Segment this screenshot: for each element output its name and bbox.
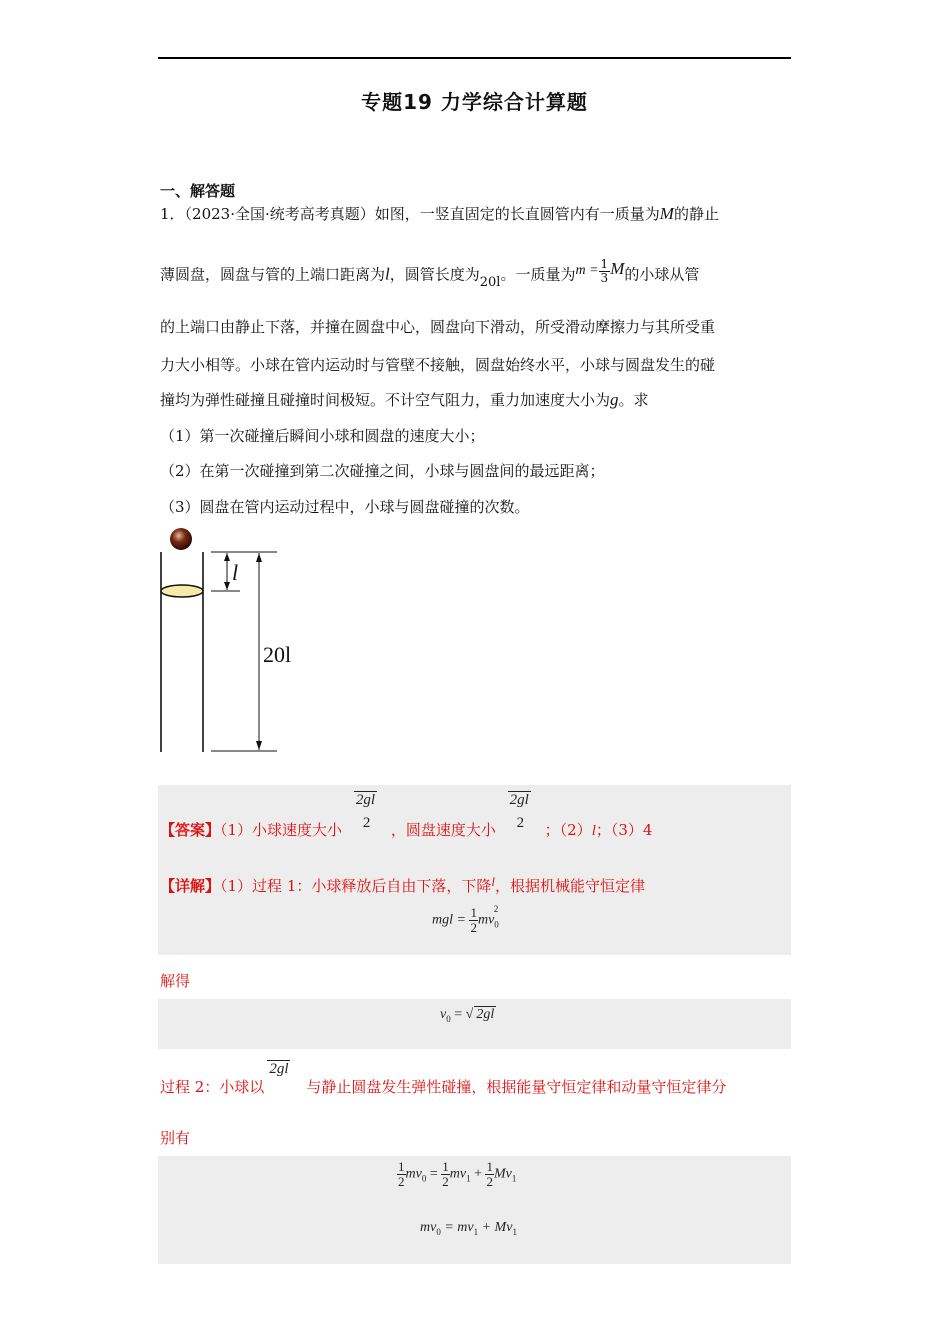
disk bbox=[161, 585, 203, 597]
detail-line-3: 别有 bbox=[160, 1129, 191, 1147]
equation-1: mgl = $\frac{1}{2}$ $mv_0^2$ bbox=[432, 904, 499, 935]
sub-question-1: （1）第一次碰撞后瞬间小球和圆盘的速度大小； bbox=[160, 427, 485, 445]
label-l: l bbox=[232, 560, 239, 585]
question-line-4: 力大小相等。小球在管内运动时与管壁不接触，圆盘始终水平，小球与圆盘发生的碰 bbox=[160, 356, 716, 374]
question-line-2: 薄圆盘，圆盘与管的上端口距离为l，圆管长度为20l。一质量为m = $\frac{1}{3}$ M的小球从管 bbox=[160, 257, 700, 290]
solve-label: 解得 bbox=[160, 972, 191, 990]
header-rule bbox=[158, 57, 791, 59]
section-heading: 一、解答题 bbox=[160, 182, 236, 200]
equation-2: $v_0$ = √ 2gl bbox=[440, 1007, 495, 1024]
equation-3: $\frac{1}{2}$ $mv_0$ = $\frac{1}{2}$ $mv_1$ + $\frac{1}{2}$ $Mv_1$ bbox=[398, 1159, 517, 1189]
question-line-5: 撞均为弹性碰撞且碰撞时间极短。不计空气阻力，重力加速度大小为g。求 bbox=[160, 390, 649, 409]
ball bbox=[170, 528, 192, 550]
sub-question-2: （2）在第一次碰撞到第二次碰撞之间，小球与圆盘间的最远距离； bbox=[160, 462, 605, 480]
sub-question-3: （3）圆盘在管内运动过程中，小球与圆盘碰撞的次数。 bbox=[160, 498, 530, 516]
question-line-3: 的上端口由静止下落，并撞在圆盘中心，圆盘向下滑动，所受滑动摩擦力与其所受重 bbox=[160, 318, 716, 336]
tube-diagram bbox=[150, 520, 310, 760]
equation-4: $mv_0 = mv_1 + Mv_1$ bbox=[420, 1220, 517, 1237]
question-line-1: 1．（2023·全国·统考高考真题）如图，一竖直固定的长直圆管内有一质量为M的静止 bbox=[160, 204, 719, 223]
page-title: 专题19 力学综合计算题 bbox=[361, 90, 588, 114]
detail-line-2: 过程 2：小球以 2gl 与静止圆盘发生弹性碰撞，根据能量守恒定律和动量守恒定律分 bbox=[160, 1061, 727, 1096]
detail-line-1: 【详解】（1）过程 1：小球释放后自由下落，下降l，根据机械能守恒定律 bbox=[160, 874, 646, 895]
label-20l: 20l bbox=[263, 642, 292, 667]
answer-line: 【答案】（1）小球速度大小 2gl 2 ，圆盘速度大小 2gl 2 ；（2）l；（3）4 bbox=[160, 792, 653, 839]
